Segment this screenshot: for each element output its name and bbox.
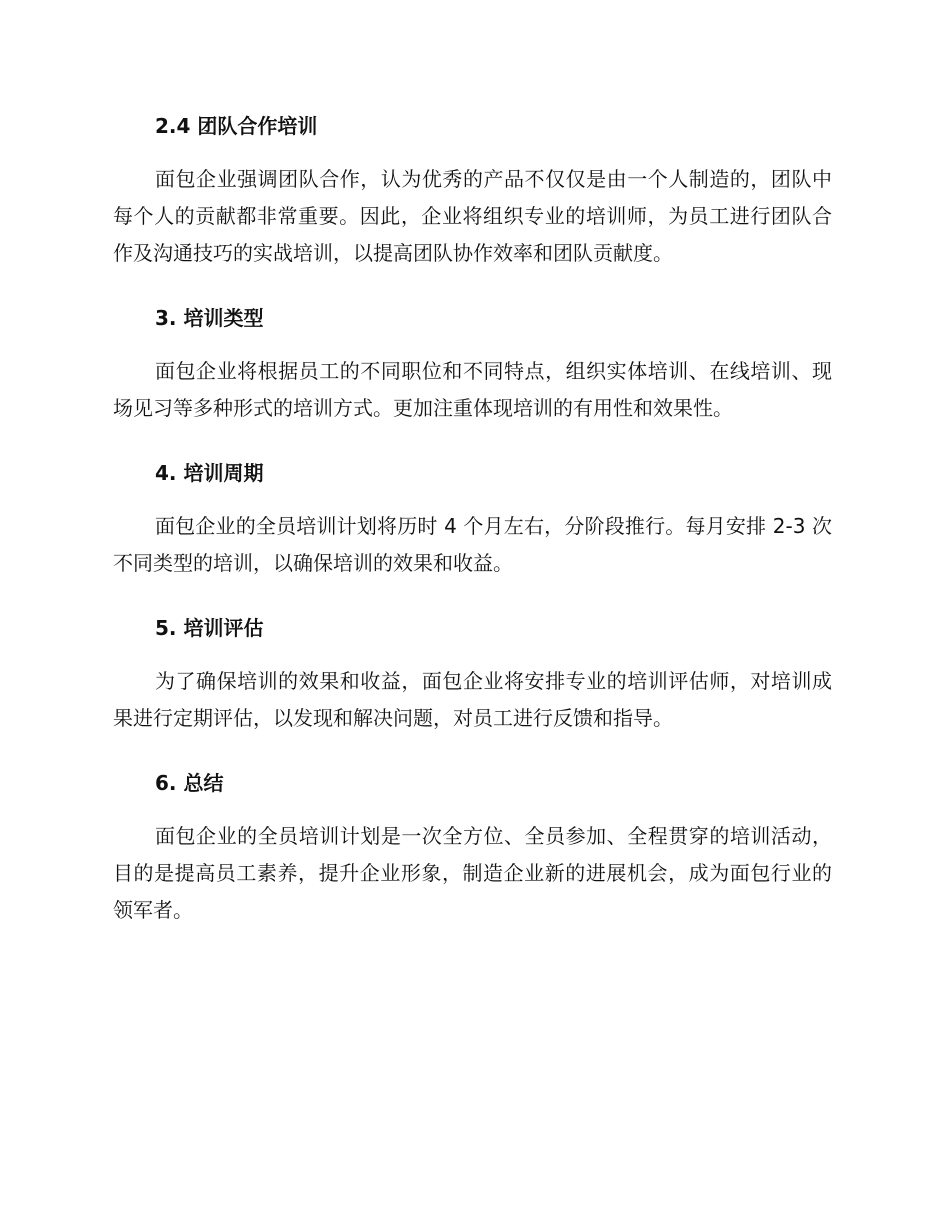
section-body-training-period: 面包企业的全员培训计划将历时 4 个月左右，分阶段推行。每月安排 2-3 次不同类型的培训，以确保培训的效果和收益。 <box>113 514 832 575</box>
section-body-team-training: 面包企业强调团队合作，认为优秀的产品不仅仅是由一个人制造的，团队中每个人的贡献都非常重要。因此，企业将组织专业的培训师，为员工进行团队合作及沟通技巧的实战培训，以提高团队协作效率和团队贡献度。 <box>113 167 832 265</box>
section-body-training-evaluation: 为了确保培训的效果和收益，面包企业将安排专业的培训评估师，对培训成果进行定期评估，以发现和解决问题，对员工进行反馈和指导。 <box>113 669 832 730</box>
section-heading-training-evaluation: 5. 培训评估 <box>155 616 264 640</box>
section-body-training-types: 面包企业将根据员工的不同职位和不同特点，组织实体培训、在线培训、现场见习等多种形式的培训方式。更加注重体现培训的有用性和效果性。 <box>113 359 832 420</box>
section-heading-summary: 6. 总结 <box>155 771 224 795</box>
section-heading-training-period: 4. 培训周期 <box>155 461 264 485</box>
section-heading-team-training: 2.4 团队合作培训 <box>155 114 318 138</box>
section-body-summary: 面包企业的全员培训计划是一次全方位、全员参加、全程贯穿的培训活动，目的是提高员工素养，提升企业形象，制造企业新的进展机会，成为面包行业的领军者。 <box>113 824 832 922</box>
section-heading-training-types: 3. 培训类型 <box>155 306 264 330</box>
